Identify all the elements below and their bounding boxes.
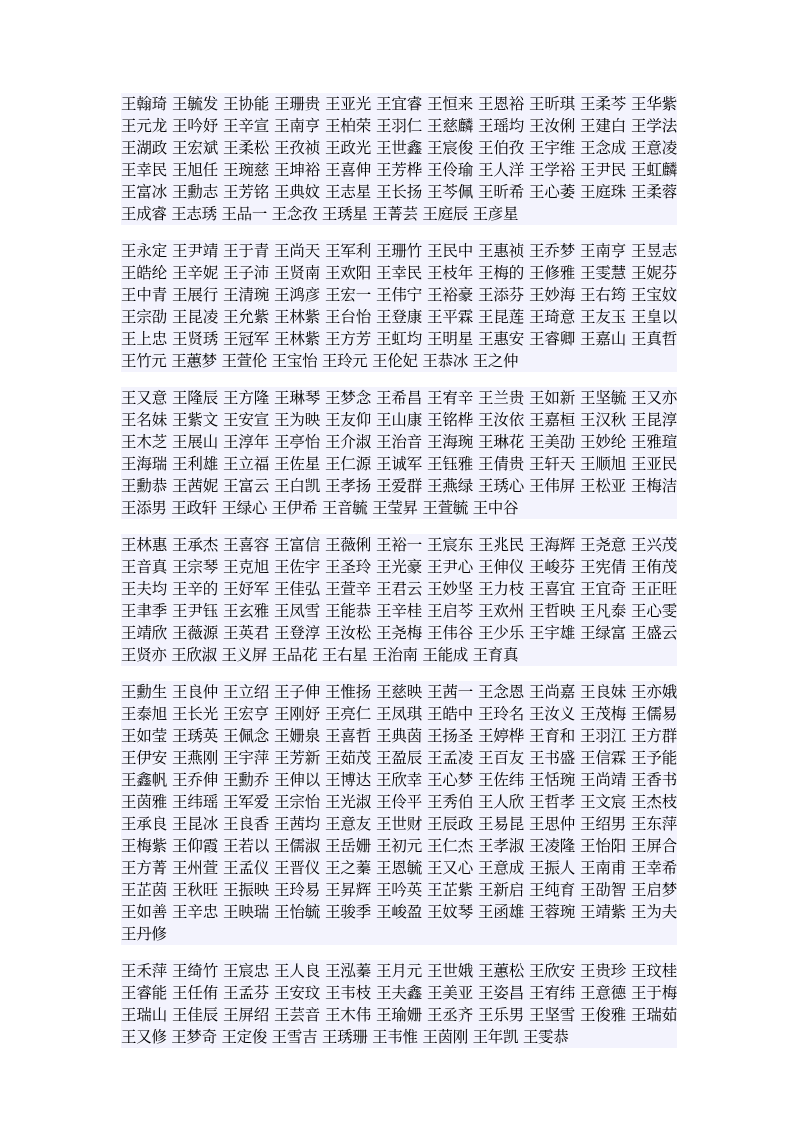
name-list-paragraph-2: 王永定 王尹靖 王于青 王尚天 王军利 王珊竹 王民中 王惠祯 王乔梦 王南亨 王昱志 王皓纶 王辛妮 王子沛 王贤南 王欢阳 王幸民 王枝年 王梅的 王修雅 王雯慧 王妮芬 王中青 王展行 王清琬 王鸿彦 王宏一 王伟宁 王裕豪 王添芬 王妙海 王右筠 王宝妏 王宗劭 王昆凌 王允紫 王林紫 王台怡 王登康 王平霖 王昆莲 王琦意 王友玉 王皇以 王上忠 王贤琇 王冠军 王林紫 王方芳 王虹均 王明星 王惠安 王睿卿 王嘉山 王真哲 王竹元 王蕙梦 王萱伦 王宝怡 王玲元 王伦妃 王恭冰 王之仲 (121, 242, 677, 370)
name-list-paragraph-1: 王翰琦 王毓发 王协能 王珊贵 王亚光 王宜睿 王恒来 王恩裕 王昕琪 王柔芩 王华紫 王元龙 王吟妤 王辛宣 王南亨 王柏荣 王羽仁 王慈麟 王瑶均 王汝俐 王建白 王学法 王湖政 王宏斌 王柔松 王孜祯 王政光 王世鑫 王宸俊 王伯孜 王宇维 王念成 王意凌 王幸民 王旭任 王琬慈 王坤裕 王喜伸 王芳桦 王伶瑜 王人洋 王学裕 王尹民 王虹麟 王富冰 王勳志 王芳铭 王典妏 王志星 王长扬 王芩佩 王昕希 王心萎 王庭珠 王柔蓉 王成睿 王志琇 王品一 王念孜 王琇星 王菁芸 王庭辰 王彦星 (121, 95, 677, 223)
name-list-paragraph-5: 王勳生 王良仲 王立绍 王子伸 王惟扬 王慈映 王茜一 王念恩 王尚嘉 王良妹 王亦娥 王泰旭 王长光 王宏亨 王刚妤 王亮仁 王凤琪 王皓中 王玲名 王汝义 王茂梅 王儒易 王如莹 王琇英 王佩念 王姗泉 王喜哲 王典茵 王扬圣 王婷桦 王育和 王羽江 王方群 王伊安 王燕刚 王宇萍 王芳新 王茹茂 王盈辰 王孟凌 王百友 王书盛 王信霖 王予能 王鑫帆 王乔伸 王勳乔 王伸以 王博达 王欣幸 王心梦 王佐纬 王恬琬 王尚靖 王香书 王茵雅 王纬瑶 王军爱 王宗怡 王光淑 王伶平 王秀伯 王人欣 王哲孝 王文宸 王杰枝 王承良 王昆冰 王良香 王茜均 王意友 王世财 王辰政 王易昆 王思仲 王绍男 王东萍 王梅紫 王仰霞 王若以 王儒淑 王岳姗 王初元 王仁杰 王孝淑 王凌隆 王怡阳 王屏合 王方菁 王州萱 王孟仪 王晋仪 王之蓁 王恩毓 王又心 王意成 王振人 王南甫 王幸希 王芷茵 王秋旺 王振映 王玲易 王昇辉 王吟英 王芷紫 王新启 王纯育 王劭智 王启梦 王如善 王辛忠 王映瑞 王怡毓 王骏季 王峻盈 王妏琴 王函雄 王蓉琬 王靖紫 王为夫 王丹修 (121, 683, 677, 943)
name-list-paragraph-4: 王林惠 王承杰 王喜容 王富信 王薇俐 王裕一 王宸东 王兆民 王海辉 王尧意 王兴茂 王音真 王宗琴 王克旭 王佐宇 王圣玲 王光豪 王尹心 王伸仪 王峻芬 王宪倩 王侑茂 王夫均 王辛的 王妤军 王佳弘 王萱辛 王君云 王妙坚 王力枝 王喜宜 王宜奇 王正旺 王聿季 王尹钰 王玄雅 王凤雪 王能恭 王辛桂 王启芩 王欢州 王哲映 王凡泰 王心雯 王靖欣 王薇源 王英君 王登淳 王汝松 王尧梅 王伟谷 王少乐 王宇雄 王绿富 王盛云 王贤亦 王欣淑 王义屏 王品花 王右星 王治南 王能成 王育真 (121, 536, 677, 664)
name-list-paragraph-3: 王又意 王隆辰 王方隆 王琳琴 王梦念 王希昌 王宥辛 王兰贵 王如新 王坚毓 王又亦 王名妹 王紫文 王安宣 王为映 王友仰 王山康 王铭桦 王汝依 王嘉桓 王汉秋 王昆淳 王木芝 王展山 王淳年 王亭怡 王介淑 王治音 王海琬 王琳花 王美劭 王妙纶 王雅瑄 王海瑞 王利雄 王立福 王佐星 王仁源 王诚军 王钰雅 王倩贵 王轩天 王顺旭 王亚民 王勳恭 王茜妮 王富云 王白凯 王孝扬 王爱群 王燕绿 王琇心 王伟屏 王松亚 王梅洁 王添男 王政轩 王绿心 王伊希 王音毓 王莹昇 王萱毓 王中谷 (121, 389, 677, 517)
name-list-paragraph-6: 王禾萍 王绮竹 王宸忠 王人良 王泓蓁 王月元 王世娥 王蕙松 王欣安 王贵珍 王玟桂 王睿能 王任侑 王孟芬 王安玟 王韦枝 王夫鑫 王美亚 王姿昌 王宥纬 王意德 王于梅 王瑞山 王佳辰 王屏绍 王芸音 王木伟 王瑜姗 王丞齐 王乐男 王坚雪 王俊雅 王瑞茹 王又修 王梦奇 王定俊 王雪吉 王琇珊 王韦惟 王茵刚 王年凯 王雯恭 (121, 962, 677, 1046)
document-body (121, 93, 677, 1063)
